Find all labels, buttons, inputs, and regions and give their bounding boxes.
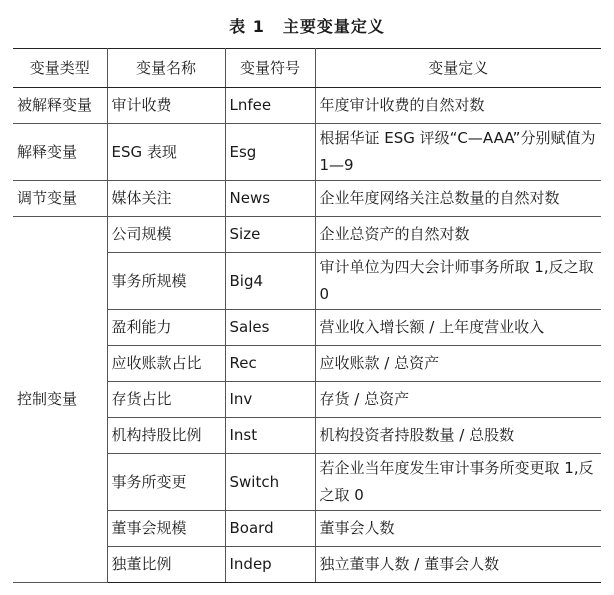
table-row bbox=[13, 124, 601, 181]
cell-symbol: Inv bbox=[225, 382, 315, 418]
variable-definition-table bbox=[13, 48, 601, 583]
cell-symbol: Esg bbox=[225, 124, 315, 181]
cell-definition: 应收账款 / 总资产 bbox=[315, 346, 601, 382]
cell-name: 应收账款占比 bbox=[107, 346, 225, 382]
cell-definition: 企业年度网络关注总数量的自然对数 bbox=[315, 181, 601, 217]
cell-definition: 根据华证 ESG 评级“C—AAA”分别赋值为 1—9 bbox=[315, 124, 601, 181]
cell-definition: 独立董事人数 / 董事会人数 bbox=[315, 547, 601, 583]
header-variable-name: 变量名称 bbox=[107, 49, 225, 88]
cell-symbol: Board bbox=[225, 511, 315, 547]
cell-type: 解释变量 bbox=[13, 124, 107, 181]
cell-name: 盈利能力 bbox=[107, 310, 225, 346]
cell-symbol: Rec bbox=[225, 346, 315, 382]
table-title: 主要变量定义 bbox=[282, 17, 385, 36]
table-row bbox=[13, 88, 601, 124]
table-row bbox=[13, 181, 601, 217]
cell-name: ESG 表现 bbox=[107, 124, 225, 181]
cell-symbol: Switch bbox=[225, 454, 315, 511]
cell-name: 事务所变更 bbox=[107, 454, 225, 511]
header-variable-symbol: 变量符号 bbox=[225, 49, 315, 88]
table-number: 表 1 bbox=[229, 17, 265, 36]
cell-name: 公司规模 bbox=[107, 217, 225, 253]
cell-type: 被解释变量 bbox=[13, 88, 107, 124]
cell-name: 董事会规模 bbox=[107, 511, 225, 547]
cell-symbol: Big4 bbox=[225, 253, 315, 310]
cell-definition: 企业总资产的自然对数 bbox=[315, 217, 601, 253]
cell-definition: 营业收入增长额 / 上年度营业收入 bbox=[315, 310, 601, 346]
table-row bbox=[13, 217, 601, 253]
cell-name: 审计收费 bbox=[107, 88, 225, 124]
cell-definition: 董事会人数 bbox=[315, 511, 601, 547]
cell-definition: 审计单位为四大会计师事务所取 1,反之取 0 bbox=[315, 253, 601, 310]
cell-definition: 存货 / 总资产 bbox=[315, 382, 601, 418]
cell-definition: 机构投资者持股数量 / 总股数 bbox=[315, 418, 601, 454]
cell-symbol: Sales bbox=[225, 310, 315, 346]
table-header-row bbox=[13, 49, 601, 88]
cell-symbol: News bbox=[225, 181, 315, 217]
cell-symbol: Size bbox=[225, 217, 315, 253]
cell-symbol: Inst bbox=[225, 418, 315, 454]
cell-symbol: Lnfee bbox=[225, 88, 315, 124]
cell-type-control: 控制变量 bbox=[13, 217, 107, 583]
cell-definition: 若企业当年度发生审计事务所变更取 1,反之取 0 bbox=[315, 454, 601, 511]
header-variable-definition: 变量定义 bbox=[315, 49, 601, 88]
table-caption bbox=[0, 14, 614, 37]
cell-name: 媒体关注 bbox=[107, 181, 225, 217]
cell-name: 独董比例 bbox=[107, 547, 225, 583]
cell-definition: 年度审计收费的自然对数 bbox=[315, 88, 601, 124]
cell-symbol: Indep bbox=[225, 547, 315, 583]
header-variable-type: 变量类型 bbox=[13, 49, 107, 88]
cell-name: 机构持股比例 bbox=[107, 418, 225, 454]
cell-name: 事务所规模 bbox=[107, 253, 225, 310]
cell-type: 调节变量 bbox=[13, 181, 107, 217]
cell-name: 存货占比 bbox=[107, 382, 225, 418]
